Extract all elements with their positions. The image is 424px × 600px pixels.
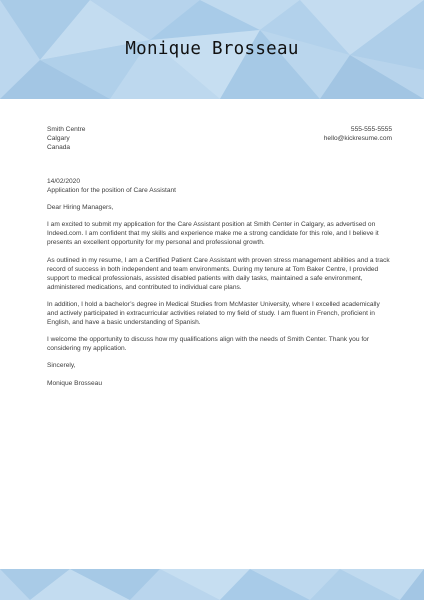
- recipient-line-3: Canada: [47, 144, 71, 152]
- recipient-line-1: Smith Centre: [47, 126, 86, 133]
- candidate-name: Monique Brosseau: [125, 39, 299, 59]
- recipient-address: [47, 125, 85, 152]
- letter-paragraph-1: I am excited to submit my application for the Care Assistant position at Smith Center in Calgary, as advertised on Indeed.com. I am confident that my skills and experience make me a strong candidate for this role, and I believe it presents an excellent opportunity for my personal and professional growth.: [47, 221, 379, 247]
- letter-body: [47, 177, 392, 388]
- letter-paragraph-3: In addition, I hold a bachelor’s degree in Medical Studies from McMaster University, where I excelled academically and actively participated in extracurricular activities related to my field of study. I am fluent in French, proficient in English, and have a basic understanding of Spanish.: [47, 300, 380, 327]
- letter-signature: Monique Brosseau: [47, 379, 102, 387]
- letter-paragraph-4: I welcome the opportunity to discuss how my qualifications align with the needs of Smith Center. Thank you for considering my application.: [47, 336, 370, 353]
- letter-paragraph-2: As outlined in my resume, I am a Certified Patient Care Assistant with proven stress management abilities and a track record of success in both independent and team environments. During my tenure at Tom Baker Centre, I provided support to medical professionals, assisted disabled patients with daily tasks, maintained a safe environment, administered medications, and contributed to individual care plans.: [47, 256, 390, 291]
- sender-phone: 555-555-5555: [350, 126, 392, 133]
- letter-salutation: Dear Hiring Managers,: [47, 204, 114, 212]
- recipient-line-2: Calgary: [47, 135, 70, 143]
- header-banner: [0, 0, 424, 99]
- letter-subject: Application for the position of Care Assistant: [47, 187, 177, 195]
- sender-contact: [324, 125, 392, 143]
- letter-date: 14/02/2020: [47, 178, 81, 185]
- sender-email: hello@kickresume.com: [323, 135, 392, 143]
- footer-pattern: [0, 569, 424, 600]
- letter-closing: Sincerely,: [47, 362, 76, 370]
- footer-banner: [0, 569, 424, 600]
